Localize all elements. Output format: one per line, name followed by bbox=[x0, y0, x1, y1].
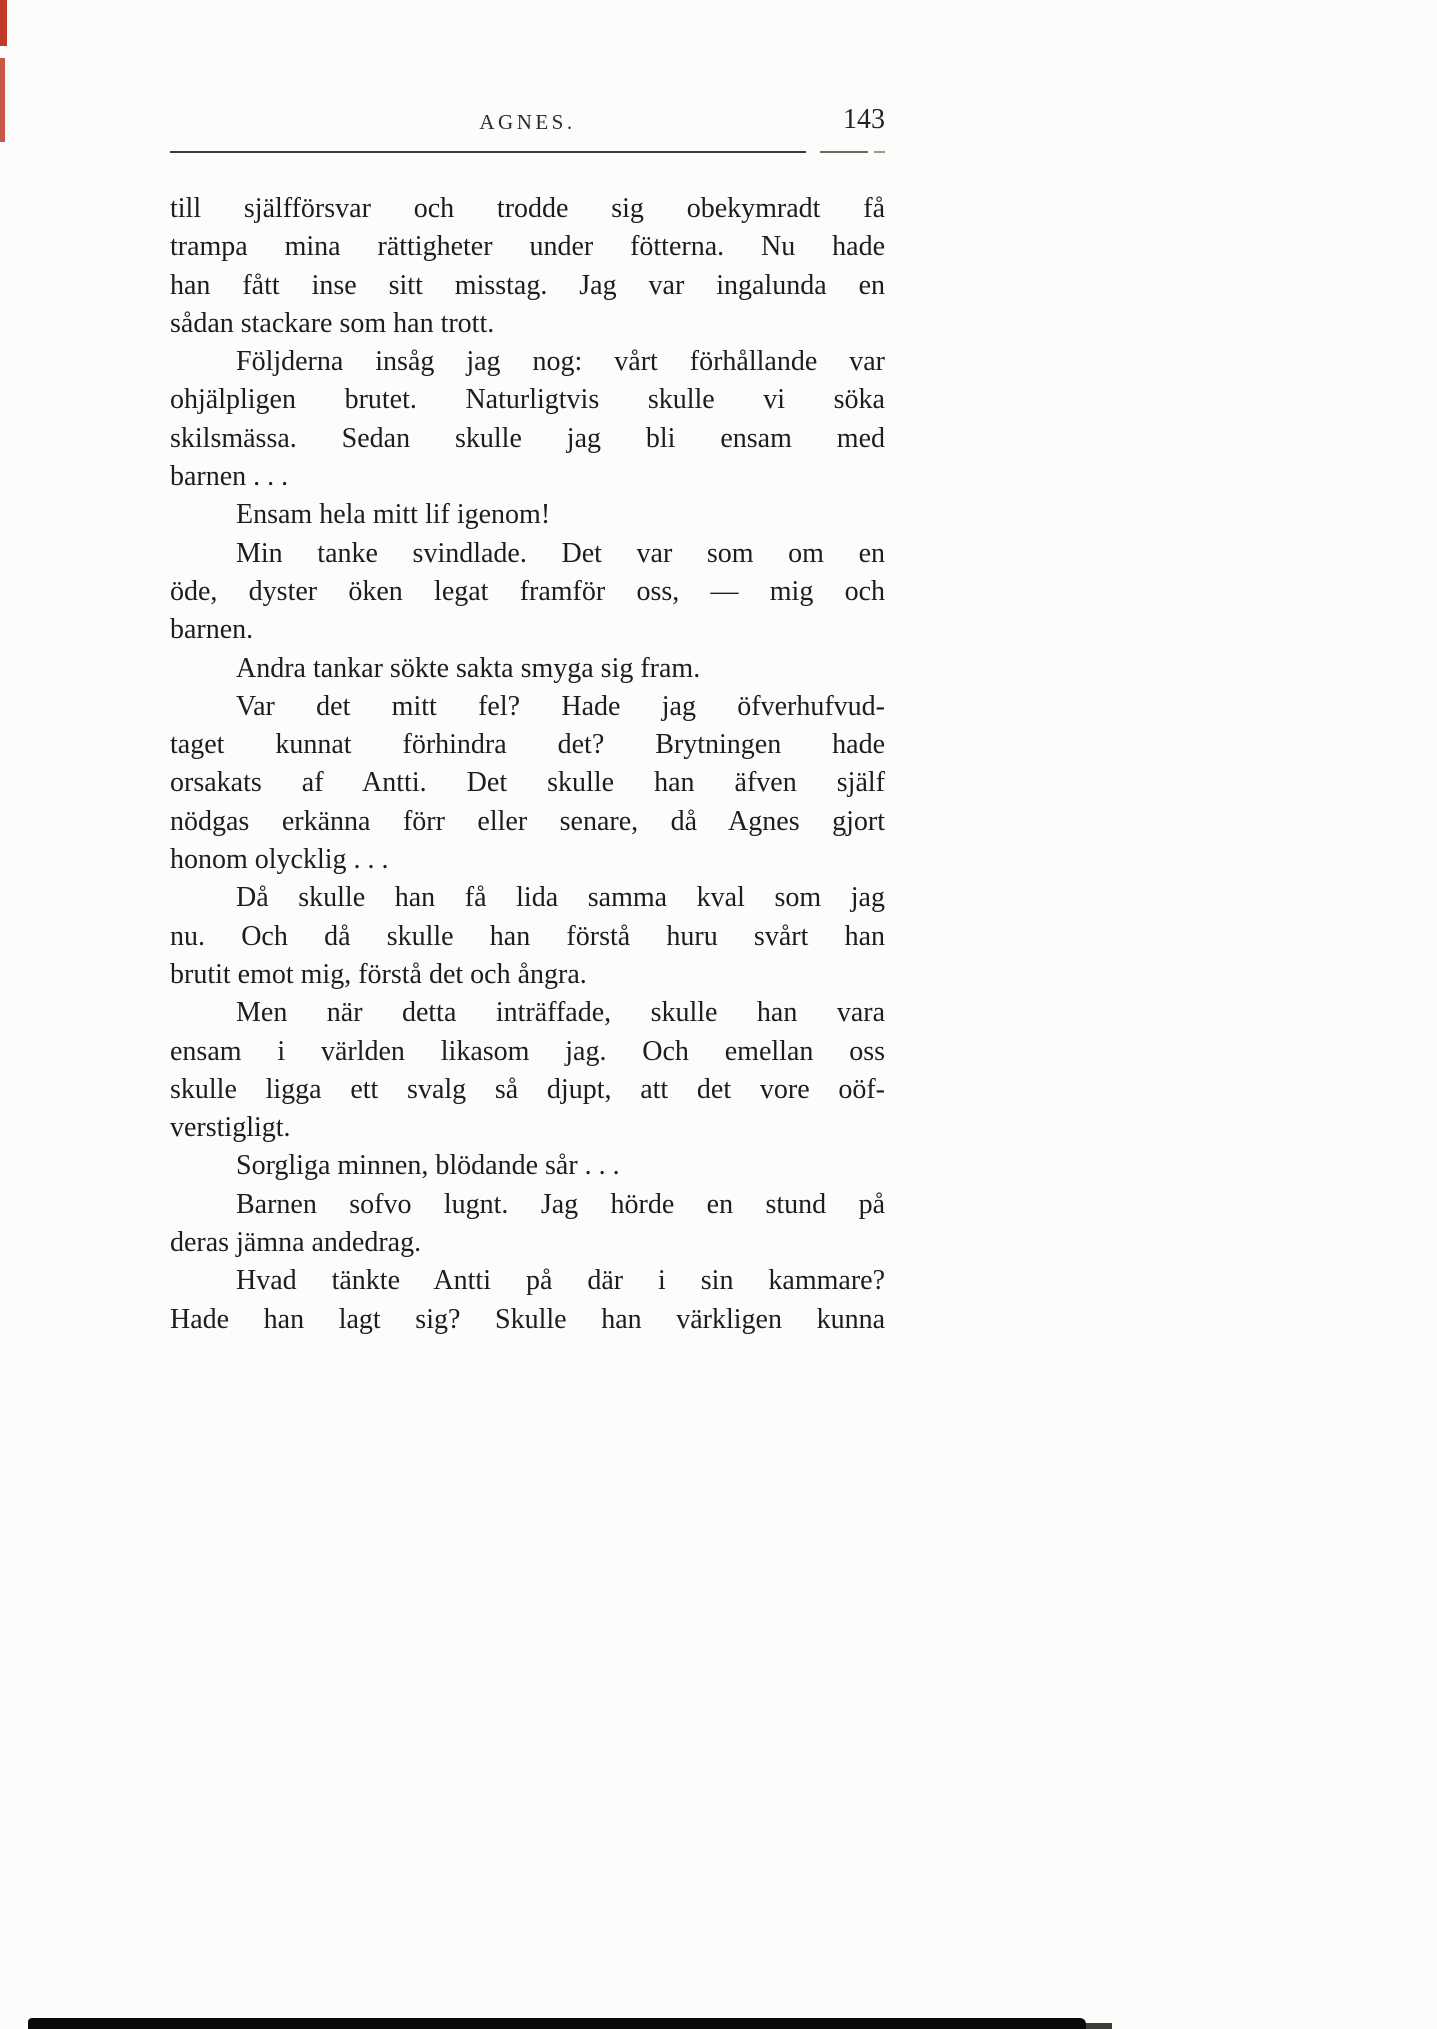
text-line: Barnen sofvo lugnt. Jag hörde en stund på bbox=[236, 1188, 885, 1220]
text-line: verstigligt. bbox=[170, 1112, 291, 1144]
text-line: Ensam hela mitt lif igenom! bbox=[236, 499, 551, 531]
header-rule-dash-segment bbox=[820, 151, 868, 153]
text-line: barnen . . . bbox=[170, 461, 289, 493]
text-line: orsakats af Antti. Det skulle han äfven själf bbox=[170, 767, 885, 799]
scan-edge-red-artifact-top bbox=[0, 0, 7, 46]
scan-edge-black-artifact-tail bbox=[1086, 2023, 1112, 2029]
text-line: nödgas erkänna förr eller senare, då Agnes gjort bbox=[170, 805, 885, 837]
text-line: sådan stackare som han trott. bbox=[170, 307, 495, 339]
text-line: Men när detta inträffade, skulle han vara bbox=[236, 997, 885, 1029]
running-title: AGNES. bbox=[479, 110, 576, 134]
header-rule-main-segment bbox=[170, 151, 806, 153]
text-line: brutit emot mig, förstå det och ångra. bbox=[170, 958, 587, 990]
text-line: skilsmässa. Sedan skulle jag bli ensam med bbox=[170, 422, 885, 454]
text-line: honom olycklig . . . bbox=[170, 844, 389, 876]
header-rule-dot-segment bbox=[874, 151, 885, 153]
scan-edge-black-artifact-bottom bbox=[28, 2018, 1086, 2029]
text-line: han fått inse sitt misstag. Jag var ingalunda en bbox=[170, 269, 885, 301]
text-line: Då skulle han få lida samma kval som jag bbox=[236, 882, 885, 914]
text-line: Min tanke svindlade. Det var som om en bbox=[236, 537, 885, 569]
text-line: Följderna insåg jag nog: vårt förhållande var bbox=[236, 346, 885, 378]
text-line: skulle ligga ett svalg så djupt, att det vore oöf- bbox=[170, 1073, 885, 1105]
text-line: öde, dyster öken legat framför oss, — mig och bbox=[170, 575, 885, 607]
text-line: Andra tankar sökte sakta smyga sig fram. bbox=[236, 652, 701, 684]
text-line: Var det mitt fel? Hade jag öfverhufvud- bbox=[236, 690, 885, 722]
text-line: barnen. bbox=[170, 614, 254, 646]
text-line: ohjälpligen brutet. Naturligtvis skulle vi söka bbox=[170, 384, 885, 416]
text-line: deras jämna andedrag. bbox=[170, 1227, 422, 1259]
scan-edge-red-artifact-lower bbox=[0, 58, 5, 142]
text-block bbox=[170, 190, 885, 1339]
text-line: taget kunnat förhindra det? Brytningen hade bbox=[170, 729, 885, 761]
text-line: nu. Och då skulle han förstå huru svårt han bbox=[170, 920, 885, 952]
text-line: trampa mina rättigheter under fötterna. Nu hade bbox=[170, 231, 885, 263]
text-line: Hade han lagt sig? Skulle han värkligen kunna bbox=[170, 1303, 885, 1335]
text-line: Hvad tänkte Antti på där i sin kammare? bbox=[236, 1265, 885, 1297]
text-line: Sorgliga minnen, blödande sår . . . bbox=[236, 1150, 620, 1182]
text-line: ensam i världen likasom jag. Och emellan oss bbox=[170, 1035, 885, 1067]
page-number: 143 bbox=[843, 104, 885, 135]
header-rule bbox=[170, 150, 885, 154]
text-line: till själfförsvar och trodde sig obekymradt få bbox=[170, 193, 885, 224]
page-header bbox=[170, 104, 885, 140]
